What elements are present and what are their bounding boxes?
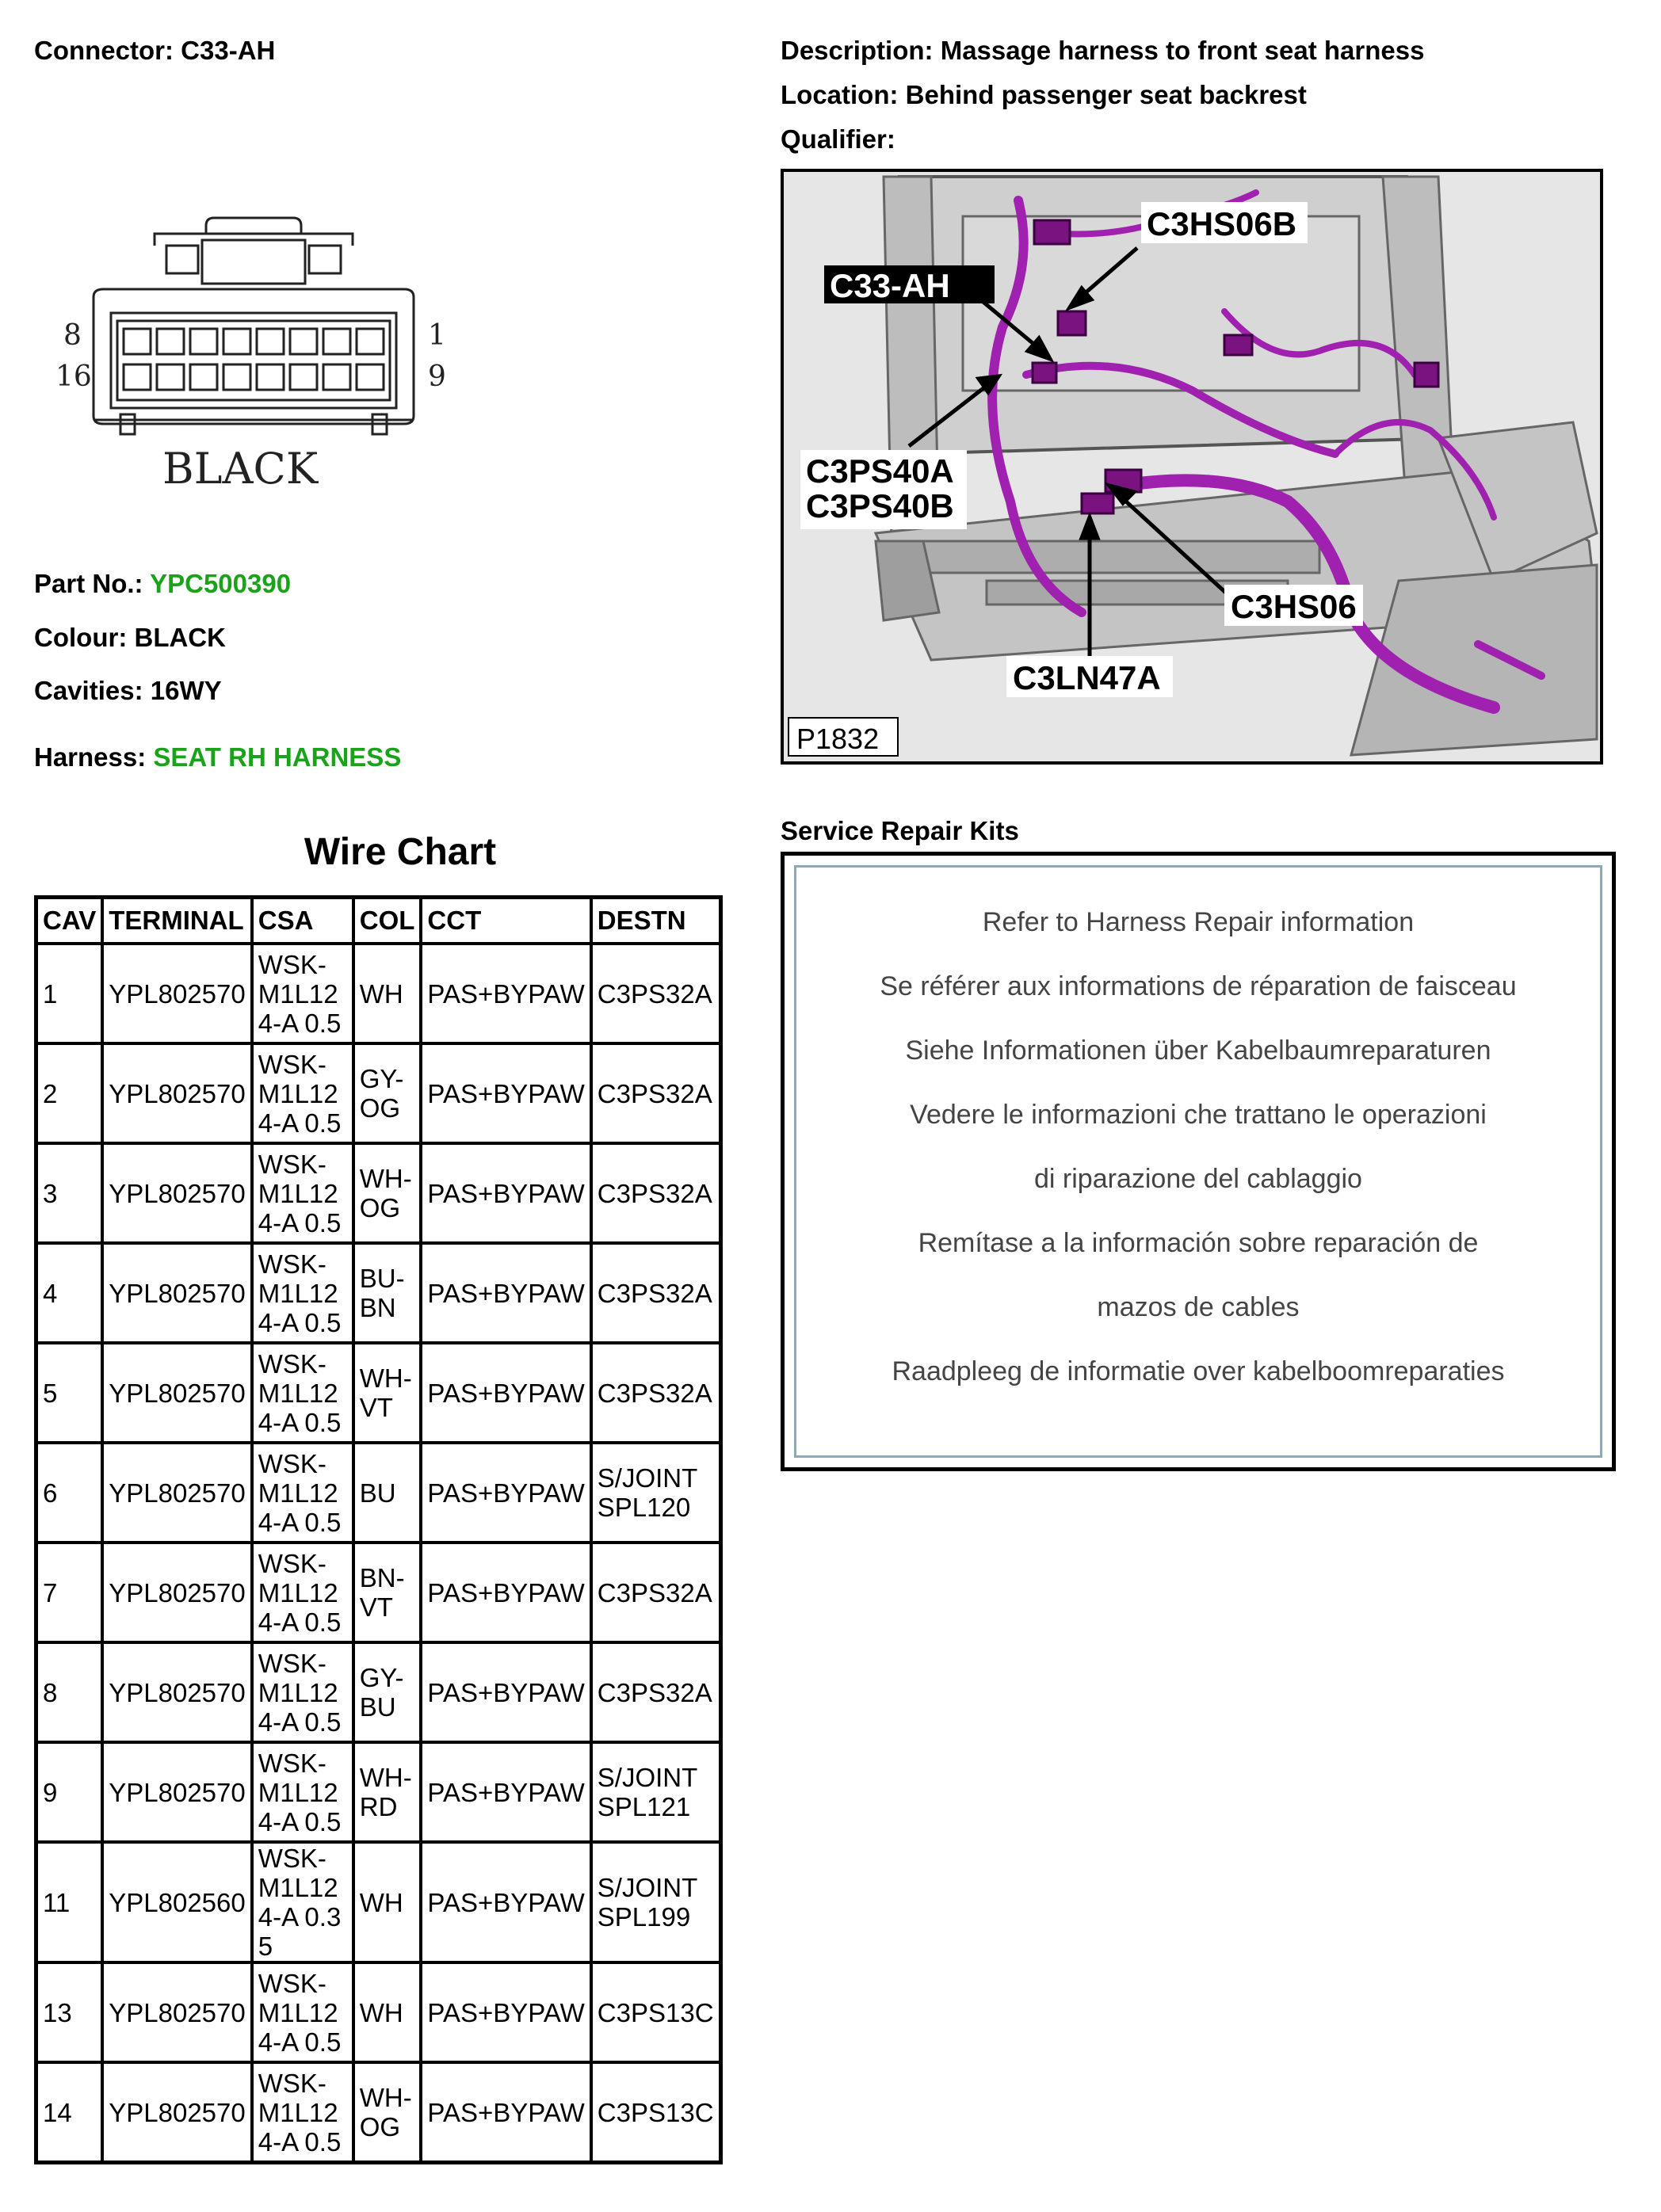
connector-cavity [323,364,350,390]
cell-csa: WSK-M1L124-A 0.5 [252,1962,353,2062]
cell-csa: WSK-M1L124-A 0.5 [252,1443,353,1543]
connector-cavity [157,329,184,354]
connector-cavity [223,329,250,354]
wire-chart-row [36,1642,721,1742]
colour-label: Colour: [34,623,128,652]
pin-label-1: 1 [428,319,446,352]
header-destn: DESTN [591,898,720,944]
cell-destn: S/JOINT SPL120 [591,1443,720,1543]
cell-csa: WSK-M1L124-A 0.5 [252,1742,353,1842]
colour-value: BLACK [134,623,226,652]
service-kits-title: Service Repair Kits [781,816,1019,845]
cell-terminal: YPL802570 [102,1642,252,1742]
location-label: Location: [781,80,899,109]
part-no-line [34,569,291,599]
cell-destn: C3PS32A [591,1043,720,1143]
cell-terminal: YPL802570 [102,1343,252,1443]
connector-face-drawing [32,202,475,503]
cell-cav: 5 [36,1343,103,1443]
cell-col: WH-OG [353,2062,422,2163]
connector-label: Connector: [34,36,174,65]
cell-destn: C3PS32A [591,944,720,1043]
header-csa: CSA [252,898,353,944]
cell-terminal: YPL802570 [102,1443,252,1543]
cell-destn: C3PS32A [591,1543,720,1642]
cell-cct: PAS+BYPAW [421,1842,590,1962]
cell-terminal: YPL802570 [102,1962,252,2062]
cell-terminal: YPL802570 [102,944,252,1043]
connector-c33ah-mark [1058,311,1086,335]
connector-cavity [223,364,250,390]
cell-cct: PAS+BYPAW [421,1543,590,1642]
cell-col: WH [353,1962,422,2062]
harness-label: Harness: [34,742,147,772]
header-cct: CCT [421,898,590,944]
wire-chart-row [36,944,721,1043]
description-label: Description: [781,36,934,65]
cell-cav: 14 [36,2062,103,2163]
cell-csa: WSK-M1L124-A 0.35 [252,1842,353,1962]
connector-cavity [290,364,317,390]
cell-cct: PAS+BYPAW [421,1642,590,1742]
cell-cct: PAS+BYPAW [421,1443,590,1543]
cell-csa: WSK-M1L124-A 0.5 [252,1543,353,1642]
connector-c3ps40-mark [1033,363,1056,383]
wire-chart-row [36,1742,721,1842]
header-col: COL [353,898,422,944]
wire-chart-row [36,1842,721,1962]
cell-cct: PAS+BYPAW [421,1043,590,1143]
cell-destn: S/JOINT SPL199 [591,1842,720,1962]
cell-destn: C3PS13C [591,1962,720,2062]
cell-destn: C3PS32A [591,1343,720,1443]
cell-destn: C3PS13C [591,2062,720,2163]
cell-terminal: YPL802560 [102,1842,252,1962]
connector-cavity [124,329,151,354]
cell-cav: 6 [36,1443,103,1543]
description-line [781,36,1424,66]
service-kit-line: Refer to Harness Repair information [982,907,1415,937]
service-kit-line: Siehe Informationen über Kabelbaumreparaturen [905,1035,1491,1066]
pin-label-8: 8 [63,319,82,352]
cell-cav: 4 [36,1243,103,1343]
connector-line [34,36,275,66]
service-kit-line: Raadpleeg de informatie over kabelboomreparaties [892,1356,1505,1386]
cell-csa: WSK-M1L124-A 0.5 [252,944,353,1043]
header-cav: CAV [36,898,103,944]
cell-destn: C3PS32A [591,1642,720,1742]
cell-destn: C3PS32A [591,1143,720,1243]
cell-terminal: YPL802570 [102,2062,252,2163]
connector-cavity [190,364,217,390]
cell-cav: 3 [36,1143,103,1243]
wire-chart-row [36,1143,721,1243]
wire-chart-title: Wire Chart [304,831,497,873]
cell-cct: PAS+BYPAW [421,1143,590,1243]
connector-c3ln47a-mark [1082,494,1113,513]
callout-c3ln47a: C3LN47A [1013,659,1161,696]
cell-cct: PAS+BYPAW [421,1962,590,2062]
cell-col: WH [353,944,422,1043]
cell-terminal: YPL802570 [102,1043,252,1143]
cell-destn: C3PS32A [591,1243,720,1343]
service-kits-panel [794,865,1602,1458]
wire-chart-row [36,1962,721,2062]
wire-chart-table [34,895,723,2164]
cavities-line [34,676,222,706]
pin-label-16: 16 [55,360,92,393]
cell-col: WH-RD [353,1742,422,1842]
cell-cav: 13 [36,1962,103,2062]
connector-c3hs06b-mark [1034,220,1070,244]
cell-csa: WSK-M1L124-A 0.5 [252,1143,353,1243]
callout-c3hs06: C3HS06 [1231,588,1357,625]
cavities-value: 16WY [150,676,222,705]
cell-csa: WSK-M1L124-A 0.5 [252,1243,353,1343]
connector-cavity [357,329,384,354]
cell-cav: 8 [36,1642,103,1742]
part-no-link[interactable]: YPC500390 [150,569,292,598]
cell-cct: PAS+BYPAW [421,2062,590,2163]
connector-cavity [124,364,151,390]
connector-colour-caption: BLACK [162,444,319,494]
cell-col: BU-BN [353,1243,422,1343]
harness-link[interactable]: SEAT RH HARNESS [153,742,402,772]
service-kit-line: di riparazione del cablaggio [1034,1164,1362,1194]
connector-value: C33-AH [181,36,276,65]
service-kit-line: Se référer aux informations de réparation de faisceau [880,971,1517,1001]
cell-cav: 9 [36,1742,103,1842]
cell-cct: PAS+BYPAW [421,1343,590,1443]
cell-col: BN-VT [353,1543,422,1642]
pin-label-9: 9 [428,360,446,393]
service-kit-line: mazos de cables [1097,1292,1300,1322]
connector-cavity [257,364,284,390]
cell-csa: WSK-M1L124-A 0.5 [252,1043,353,1143]
wire-chart-row [36,2062,721,2163]
service-kit-line: Vedere le informazioni che trattano le operazioni [910,1100,1487,1130]
cell-csa: WSK-M1L124-A 0.5 [252,2062,353,2163]
connector-cavity [290,329,317,354]
cell-col: WH [353,1842,422,1962]
connector-cavity [190,329,217,354]
cell-col: GY-BU [353,1642,422,1742]
qualifier-label: Qualifier: [781,124,895,154]
header-terminal: TERMINAL [102,898,252,944]
cavities-label: Cavities: [34,676,143,705]
connector-cavity [323,329,350,354]
cell-terminal: YPL802570 [102,1543,252,1642]
wire-chart-header-row [36,898,721,944]
part-no-label: Part No.: [34,569,143,598]
wire-chart-row [36,1443,721,1543]
wire-chart-row [36,1043,721,1143]
location-line [781,80,1307,110]
callout-c3ps40b: C3PS40B [806,487,954,524]
cell-cav: 7 [36,1543,103,1642]
connector-cavity [257,329,284,354]
photo-ref: P1832 [796,723,880,755]
cell-col: WH-OG [353,1143,422,1243]
cell-csa: WSK-M1L124-A 0.5 [252,1343,353,1443]
cell-terminal: YPL802570 [102,1243,252,1343]
cell-cav: 11 [36,1842,103,1962]
wire-chart-row [36,1343,721,1443]
cell-csa: WSK-M1L124-A 0.5 [252,1642,353,1742]
cell-cct: PAS+BYPAW [421,944,590,1043]
cell-col: WH-VT [353,1343,422,1443]
colour-line [34,623,226,653]
cell-col: BU [353,1443,422,1543]
cell-destn: S/JOINT SPL121 [591,1742,720,1842]
callout-c33-ah: C33-AH [830,267,950,304]
connector-cavity [157,364,184,390]
cell-cct: PAS+BYPAW [421,1243,590,1343]
cell-terminal: YPL802570 [102,1742,252,1842]
wire-chart-row [36,1243,721,1343]
qualifier-line [781,124,895,154]
cell-cct: PAS+BYPAW [421,1742,590,1842]
location-value: Behind passenger seat backrest [905,80,1307,109]
harness-line [34,742,401,772]
cell-cav: 2 [36,1043,103,1143]
cell-terminal: YPL802570 [102,1143,252,1243]
service-kits-box [781,852,1616,1471]
callout-c3hs06b: C3HS06B [1147,205,1297,242]
service-kit-line: Remítase a la información sobre reparación de [918,1228,1479,1258]
cell-col: GY-OG [353,1043,422,1143]
wire-chart-row [36,1543,721,1642]
callout-c3ps40a: C3PS40A [806,452,954,490]
cell-cav: 1 [36,944,103,1043]
connector-cavity [357,364,384,390]
description-value: Massage harness to front seat harness [940,36,1425,65]
location-photo [781,169,1603,765]
